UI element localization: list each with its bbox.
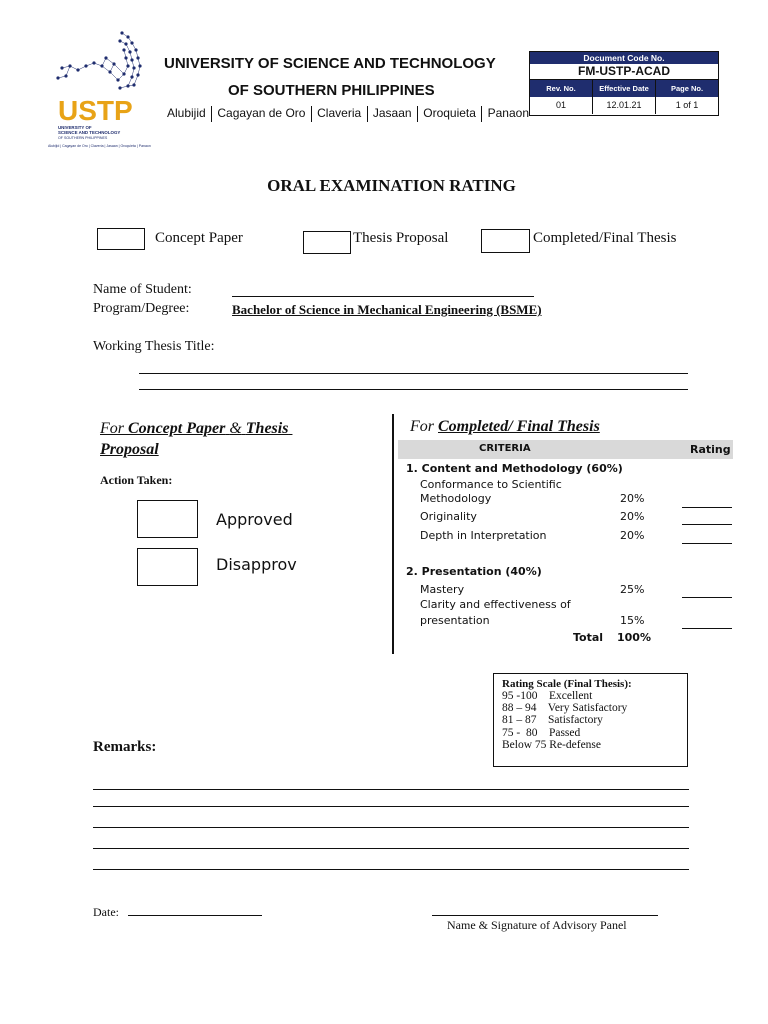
criterion-label: Depth in Interpretation	[420, 529, 547, 542]
criterion-label: Conformance to Scientific	[420, 478, 562, 491]
remarks-line-1[interactable]	[93, 789, 689, 790]
date-field[interactable]	[128, 915, 262, 916]
criteria-group-2: 2. Presentation (40%)	[406, 565, 542, 578]
thesis-proposal-checkbox[interactable]	[303, 231, 351, 254]
program-label: Program/Degree:	[93, 301, 190, 316]
remarks-label: Remarks:	[93, 739, 157, 755]
effective-date-value: 12.01.21	[592, 97, 655, 114]
page-no-value: 1 of 1	[655, 97, 718, 114]
total-label: Total	[573, 631, 604, 644]
date-label: Date:	[93, 905, 119, 919]
criterion-label: Mastery	[420, 583, 465, 596]
final-section-heading	[410, 418, 600, 436]
rating-field-scientific-methodology[interactable]	[682, 507, 732, 508]
campus-item: Jasaan	[372, 106, 412, 121]
campus-list	[167, 106, 529, 122]
svg-text:SCIENCE AND TECHNOLOGY: SCIENCE AND TECHNOLOGY	[58, 130, 121, 135]
program-value: Bachelor of Science in Mechanical Engineering (BSME)	[232, 302, 542, 317]
criterion-label: Clarity and effectiveness of	[420, 598, 571, 611]
criterion-label: presentation	[420, 614, 490, 627]
rating-field-originality[interactable]	[682, 524, 732, 525]
heading-ampersand: &	[229, 420, 242, 437]
heading-thesis: Thesis	[245, 420, 289, 437]
heading-concept-paper: Concept Paper	[128, 420, 226, 437]
logo-constellation-icon	[44, 28, 156, 152]
approved-checkbox[interactable]	[137, 500, 198, 538]
disapproved-label: Disapprov	[216, 555, 297, 574]
signature-field[interactable]	[432, 915, 658, 916]
campus-separator	[481, 106, 482, 122]
rating-scale-box	[493, 673, 688, 767]
campus-item: Cagayan de Oro	[217, 106, 306, 121]
campus-item: Panaon	[487, 106, 529, 121]
university-title-line2: OF SOUTHERN PHILIPPINES	[228, 82, 435, 99]
concept-paper-label: Concept Paper	[155, 230, 243, 246]
remarks-line-3[interactable]	[93, 827, 689, 828]
rating-field-clarity[interactable]	[682, 628, 732, 629]
working-title-line-2[interactable]	[139, 389, 688, 390]
heading-final-thesis: Completed/ Final Thesis	[438, 418, 600, 435]
campus-item: Claveria	[317, 106, 362, 121]
rev-no-label: Rev. No.	[530, 80, 592, 97]
criteria-table-header	[398, 440, 733, 459]
criterion-label: Methodology	[420, 492, 492, 505]
approved-label: Approved	[216, 510, 293, 529]
remarks-line-5[interactable]	[93, 869, 689, 870]
svg-text:UNIVERSITY OF: UNIVERSITY OF	[58, 125, 92, 130]
total-weight: 100%	[617, 631, 651, 644]
document-code-value: FM-USTP-ACAD	[530, 64, 718, 80]
criterion-label: Originality	[420, 510, 477, 523]
document-meta-values	[530, 97, 718, 114]
rating-field-depth-interpretation[interactable]	[682, 543, 732, 544]
disapproved-checkbox[interactable]	[137, 548, 198, 586]
working-title-line-1[interactable]	[139, 373, 688, 374]
heading-for: For	[410, 418, 434, 435]
final-thesis-label: Completed/Final Thesis	[533, 230, 677, 246]
criterion-weight: 25%	[620, 583, 645, 596]
rating-scale-row: Below 75 Re-defense	[502, 739, 601, 751]
university-logo	[44, 28, 156, 152]
criteria-group-1: 1. Content and Methodology (60%)	[406, 462, 623, 475]
thesis-proposal-label: Thesis Proposal	[353, 230, 449, 246]
document-code-label: Document Code No.	[530, 52, 718, 64]
effective-date-label: Effective Date	[592, 80, 655, 97]
rating-scale-row: 95 -100 Excellent	[502, 690, 593, 702]
campus-separator	[367, 106, 368, 122]
rating-field-mastery[interactable]	[682, 597, 732, 598]
heading-for: For	[100, 420, 124, 437]
criterion-weight: 20%	[620, 529, 645, 542]
rating-scale-row: 81 – 87 Satisfactory	[502, 714, 603, 726]
criterion-weight: 15%	[620, 614, 645, 627]
criterion-weight: 20%	[620, 510, 645, 523]
document-meta-header	[530, 80, 718, 97]
university-title-line1: UNIVERSITY OF SCIENCE AND TECHNOLOGY	[164, 55, 496, 72]
criteria-header: CRITERIA	[479, 443, 531, 454]
working-title-label: Working Thesis Title:	[93, 339, 215, 354]
concept-paper-checkbox[interactable]	[97, 228, 145, 250]
student-name-field[interactable]	[232, 296, 534, 297]
section-divider	[392, 414, 394, 654]
document-code-box	[529, 51, 719, 116]
page-no-label: Page No.	[655, 80, 718, 97]
logo-campuses-text: Alubijid | Cagayan de Oro | Claveria | Jasaan | Oroquieta | Panaon	[48, 144, 151, 148]
rating-scale-title: Rating Scale (Final Thesis):	[502, 678, 632, 690]
logo-ustp-text: USTP	[58, 95, 133, 126]
rating-scale-row: 88 – 94 Very Satisfactory	[502, 702, 628, 714]
remarks-line-4[interactable]	[93, 848, 689, 849]
rev-no-value: 01	[555, 100, 566, 110]
campus-item: Alubijid	[167, 106, 206, 121]
action-taken-label: Action Taken:	[100, 473, 173, 487]
campus-separator	[311, 106, 312, 122]
final-thesis-checkbox[interactable]	[481, 229, 530, 253]
campus-separator	[417, 106, 418, 122]
concept-section-heading-line2: Proposal	[100, 441, 159, 458]
concept-section-heading	[100, 420, 292, 438]
student-name-label: Name of Student:	[93, 282, 192, 297]
campus-separator	[211, 106, 212, 122]
campus-item: Oroquieta	[423, 106, 476, 121]
form-title: ORAL EXAMINATION RATING	[267, 176, 516, 195]
criterion-weight: 20%	[620, 492, 645, 505]
rating-header: Rating	[690, 443, 731, 456]
rating-scale-row: 75 - 80 Passed	[502, 727, 581, 739]
remarks-line-2[interactable]	[93, 806, 689, 807]
signature-label: Name & Signature of Advisory Panel	[447, 918, 627, 932]
svg-text:OF SOUTHERN PHILIPPINES: OF SOUTHERN PHILIPPINES	[58, 136, 108, 140]
